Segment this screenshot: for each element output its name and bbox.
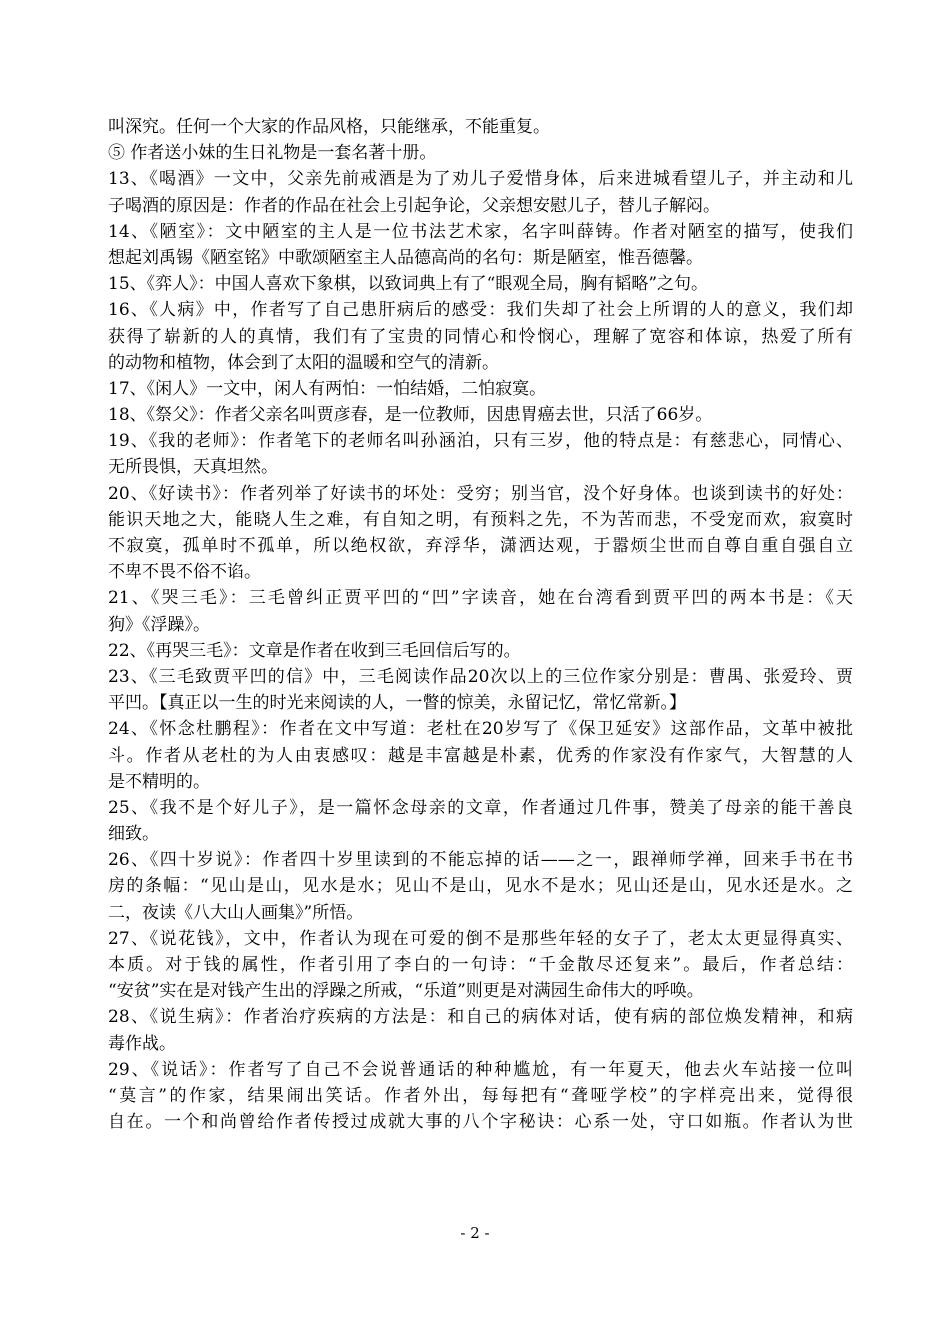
text-line: 15、《弈人》：中国人喜欢下象棋，以致词典上有了“眼观全局，胸有韬略”之句。 [108, 274, 709, 295]
document-body [108, 114, 853, 1135]
text-line: 不寂寞，孤单时不孤单，所以绝权欲，弃浮华，潇洒达观，于嚣烦尘世而自尊自重自强自立 [108, 536, 853, 556]
text-line: 自在。一个和尚曾给作者传授过成就大事的八个字秘诀：心系一处，守口如瓶。作者认为世 [108, 1112, 853, 1133]
text-line: 21、《哭三毛》：三毛曾纠正贾平凹的“凹”字读音，她在台湾看到贾平凹的两本书是：《天 [108, 588, 853, 609]
text-line: 19、《我的老师》：作者笔下的老师名叫孙涵泊，只有三岁，他的特点是：有慈悲心，同情心、 [108, 431, 853, 452]
text-line: 13、《喝酒》一文中，父亲先前戒酒是为了劝儿子爱惜身体，后来进城看望儿子，并主动和儿 [108, 169, 853, 190]
text-line: “安贫”实在是对钱产生出的浮躁之所戒，“乐道”则更是对满园生命伟大的呼唤。 [108, 981, 704, 1002]
text-line: 的动物和植物，体会到了太阳的温暖和空气的清新。 [108, 352, 499, 373]
text-line: 想起刘禹锡《陋室铭》中歌颂陋室主人品德高尚的名句：斯是陋室，惟吾德馨。 [108, 247, 703, 268]
text-line: 获得了崭新的人的真情，我们有了宝贵的同情心和怜悯心，理解了宽容和体谅，热爱了所有 [108, 326, 853, 347]
page-number: - 2 - [460, 1224, 490, 1242]
text-line: 24、《怀念杜鹏程》：作者在文中写道：老杜在20岁写了《保卫延安》这部作品，文革中被批 [108, 719, 853, 740]
text-line: 17、《闲人》一文中，闲人有两怕：一怕结婚，二怕寂寞。 [108, 378, 547, 399]
text-line: 能识天地之大，能晓人生之难，有自知之明，有预料之先，不为苦而悲，不受宠而欢，寂寞时 [108, 509, 853, 530]
text-line: 23、《三毛致贾平凹的信》中，三毛阅读作品20次以上的三位作家分别是：曹禺、张爱玲、贾 [108, 666, 853, 687]
text-line: 子喝酒的原因是：作者的作品在社会上引起争论，父亲想安慰儿子，替儿子解闷。 [108, 195, 720, 216]
text-line: 细致。 [108, 824, 159, 845]
text-line: 二，夜读《八大山人画集》”所悟。 [108, 902, 364, 923]
text-line: 叫深究。任何一个大家的作品风格，只能继承，不能重复。 [108, 117, 550, 137]
text-line: ⑤ 作者送小妹的生日礼物是一套名著十册。 [108, 143, 437, 164]
text-line: 毒作战。 [108, 1033, 176, 1054]
text-line: 27、《说花钱》，文中，作者认为现在可爱的倒不是那些年轻的女子了，老太太更显得真实、 [108, 928, 853, 949]
text-line: 房的条幅：“见山是山，见水是水；见山不是山，见水不是水；见山还是山，见水还是水。之 [108, 876, 853, 897]
text-line: 29、《说话》：作者写了自己不会说普通话的种种尴尬，有一年夏天，他去火车站接一位叫 [108, 1059, 853, 1080]
text-line: 14、《陋室》：文中陋室的主人是一位书法艺术家，名字叫薛铸。作者对陋室的描写，使我们 [108, 221, 853, 242]
text-line: 22、《再哭三毛》：文章是作者在收到三毛回信后写的。 [108, 640, 521, 661]
text-line: 25、《我不是个好儿子》，是一篇怀念母亲的文章，作者通过几件事，赞美了母亲的能干善良 [108, 797, 853, 818]
text-line: 狗》《浮躁》。 [108, 614, 210, 635]
text-line: 28、《说生病》：作者治疗疾病的方法是：和自己的病体对话，使有病的部位焕发精神，和病 [108, 1007, 853, 1028]
text-line: “莫言”的作家，结果闹出笑话。作者外出，每每把有“聋哑学校”的字样亮出来，觉得很 [108, 1085, 853, 1106]
text-line: 18、《祭父》：作者父亲名叫贾彦春，是一位教师，因患胃癌去世，只活了66岁。 [108, 405, 713, 426]
text-line: 斗。作者从老杜的为人由衷感叹：越是丰富越是朴素，优秀的作家没有作家气，大智慧的人 [108, 745, 853, 766]
text-line: 无所畏惧，天真坦然。 [108, 457, 278, 478]
text-line: 本质。对于钱的属性，作者引用了李白的一句诗：“千金散尽还复来”。最后，作者总结： [108, 955, 853, 975]
text-line: 不卑不畏不俗不谄。 [108, 562, 261, 583]
text-line: 平凹。【真正以一生的时光来阅读的人，一瞥的惊美，永留记忆，常忆常新。】 [108, 693, 686, 714]
text-line: 是不精明的。 [108, 771, 210, 792]
text-line: 16、《人病》中，作者写了自己患肝病后的感受：我们失却了社会上所谓的人的意义，我们却 [108, 300, 853, 321]
text-line: 20、《好读书》：作者列举了好读书的坏处：受穷；别当官，没个好身体。也谈到读书的好处： [108, 483, 853, 504]
text-line: 26、《四十岁说》：作者四十岁里读到的不能忘掉的话——之一，跟禅师学禅，回来手书在书 [108, 850, 853, 871]
